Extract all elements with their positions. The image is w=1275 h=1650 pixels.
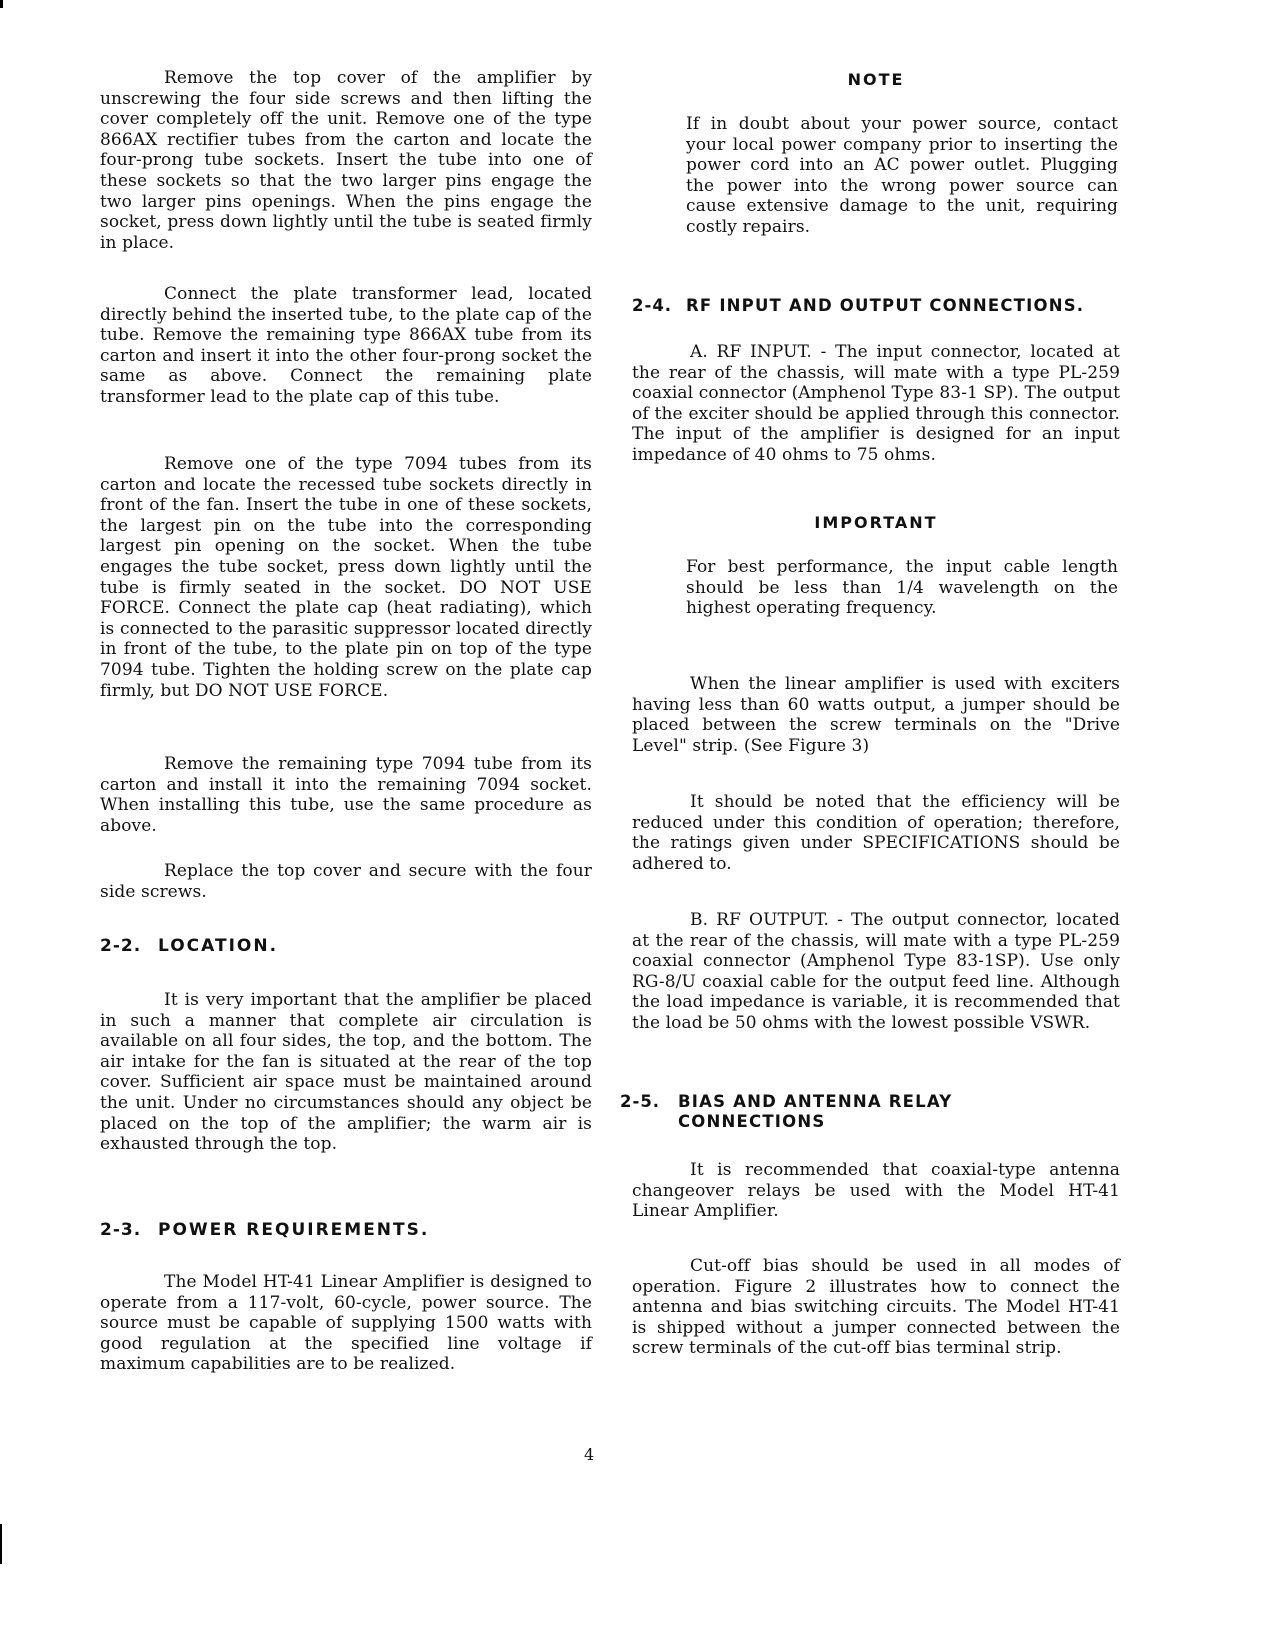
scan-artifact <box>0 0 3 8</box>
paragraph-efficiency: It should be noted that the efficiency will be reduced under this condition of operation; therefore, the ratings given under SPECIFICATIONS should be adhered to. <box>632 792 1120 874</box>
section-heading-rf: 2-4. RF INPUT AND OUTPUT CONNECTIONS. <box>632 296 1085 315</box>
scan-artifact <box>0 1524 2 1564</box>
paragraph-exciter-jumper: When the linear amplifier is used with exciters having less than 60 watts output, a jumper should be placed between the screw terminals on the "Drive Level" strip. (See Figure 3) <box>632 674 1120 756</box>
section-heading-location: 2-2. LOCATION. <box>100 936 279 956</box>
section-heading-bias: 2-5. BIAS AND ANTENNA RELAY CONNECTIONS <box>620 1092 953 1131</box>
paragraph-replace-cover: Replace the top cover and secure with the four side screws. <box>100 861 592 902</box>
paragraph-top-cover: Remove the top cover of the amplifier by unscrewing the four side screws and then lifting the cover completely off the unit. Remove one of the type 866AX rectifier tubes from the carton and locate the four-prong tube sockets. Insert the tube into one of these sockets so that the two larger pins engage the two larger pins openings. When the pins engage the socket, press down lightly until the tube is seated firmly in place. <box>100 68 592 253</box>
paragraph-rf-input: A. RF INPUT. - The input connector, located at the rear of the chassis, will mate with a type PL-259 coaxial connector (Amphenol Type 83-1 SP). The output of the exciter should be applied through this connector. The input of the amplifier is designed for an input impedance of 40 ohms to 75 ohms. <box>632 342 1120 465</box>
paragraph-rf-output: B. RF OUTPUT. - The output connector, located at the rear of the chassis, will mate with a type PL-259 coaxial connector (Amphenol Type 83-1SP). Use only RG-8/U coaxial cable for the output feed line. Although the load impedance is variable, it is recommended that the load be 50 ohms with the lowest possible VSWR. <box>632 910 1120 1033</box>
important-title: IMPORTANT <box>814 513 938 532</box>
note-title: NOTE <box>847 70 905 89</box>
section-heading-power: 2-3. POWER REQUIREMENTS. <box>100 1220 430 1240</box>
note-box: If in doubt about your power source, contact your local power company prior to inserting the power cord into an AC power outlet. Plugging the power into the wrong power source can cause extensive damage to the unit, requiring costly repairs. <box>686 114 1118 237</box>
paragraph-relays: It is recommended that coaxial-type antenna changeover relays be used with the Model HT-41 Linear Amplifier. <box>632 1160 1120 1222</box>
paragraph-remaining-7094: Remove the remaining type 7094 tube from its carton and install it into the remaining 7094 socket. When installing this tube, use the same procedure as above. <box>100 754 592 836</box>
paragraph-location: It is very important that the amplifier be placed in such a manner that complete air circulation is available on all four sides, the top, and the bottom. The air intake for the fan is situated at the rear of the top cover. Sufficient air space must be maintained around the unit. Under no circumstances should any object be placed on the top of the amplifier; the warm air is exhausted through the top. <box>100 990 592 1155</box>
paragraph-plate-transformer: Connect the plate transformer lead, located directly behind the inserted tube, to the plate cap of the tube. Remove the remaining type 866AX tube from its carton and insert it into the other four-prong socket the same as above. Connect the remaining plate transformer lead to the plate cap of this tube. <box>100 284 592 407</box>
important-box: For best performance, the input cable length should be less than 1/4 wavelength on the highest operating frequency. <box>686 557 1118 619</box>
page-number: 4 <box>584 1445 595 1464</box>
paragraph-7094-tubes: Remove one of the type 7094 tubes from its carton and locate the recessed tube sockets directly in front of the fan. Insert the tube in one of these sockets, the largest pin on the tube into the corresponding largest pin opening on the socket. When the tube engages the tube socket, press down lightly until the tube is firmly seated in the socket. DO NOT USE FORCE. Connect the plate cap (heat radiating), which is connected to the parasitic suppressor located directly in front of the tube, to the plate pin on top of the type 7094 tube. Tighten the holding screw on the plate cap firmly, but DO NOT USE FORCE. <box>100 454 592 701</box>
paragraph-cutoff-bias: Cut-off bias should be used in all modes of operation. Figure 2 illustrates how to connect the antenna and bias switching circuits. The Model HT-41 is shipped without a jumper connected between the screw terminals of the cut-off bias terminal strip. <box>632 1256 1120 1359</box>
paragraph-power: The Model HT-41 Linear Amplifier is designed to operate from a 117-volt, 60-cycle, power source. The source must be capable of supplying 1500 watts with good regulation at the specified line voltage if maximum capabilities are to be realized. <box>100 1272 592 1375</box>
